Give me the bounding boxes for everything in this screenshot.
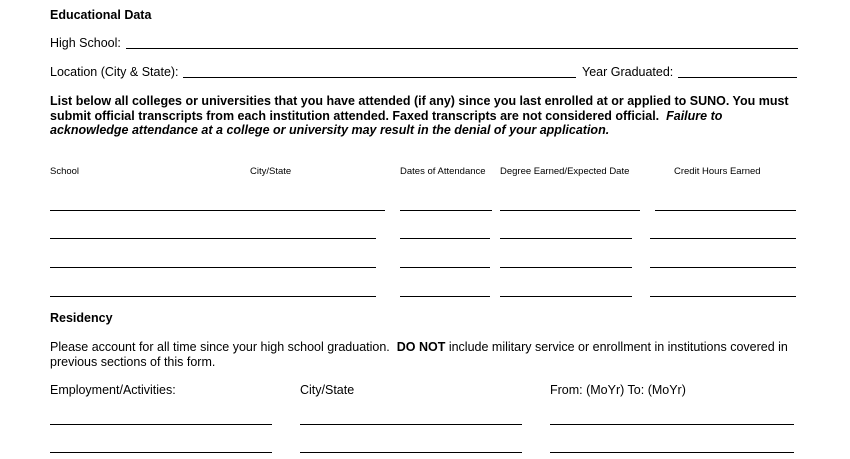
residency-row-1-city-field[interactable] <box>300 424 522 425</box>
college-row-1-school-field[interactable] <box>50 210 385 211</box>
residency-city-state-label: City/State <box>300 383 355 397</box>
residency-note-line-1 <box>50 340 810 355</box>
residency-note-line-2: previous sections of this form. <box>50 354 216 369</box>
residency-note-prefix: Please account for all time since your high school graduation. <box>50 340 390 354</box>
college-row-3-dates-field[interactable] <box>400 267 490 268</box>
instructions-line-3: acknowledge attendance at a college or university may result in the denial of your application. <box>50 123 610 137</box>
year-graduated-field[interactable] <box>678 77 797 78</box>
instructions-line-2 <box>50 109 810 124</box>
college-row-2-credit-field[interactable] <box>650 238 796 239</box>
college-row-4-degree-field[interactable] <box>500 296 632 297</box>
residency-row-1-dates-field[interactable] <box>550 424 794 425</box>
residency-instructions <box>50 340 810 369</box>
residency-heading: Residency <box>50 311 113 325</box>
college-row-4-dates-field[interactable] <box>400 296 490 297</box>
college-row-4-credit-field[interactable] <box>650 296 796 297</box>
college-row-1-credit-field[interactable] <box>655 210 796 211</box>
residency-row-2-employment-field[interactable] <box>50 452 272 453</box>
college-row-1-dates-field[interactable] <box>400 210 492 211</box>
column-city-state: City/State <box>250 166 292 177</box>
residency-note-suffix: include military service or enrollment in institutions covered in <box>448 340 788 354</box>
high-school-field[interactable] <box>126 48 798 49</box>
column-credit-hours: Credit Hours Earned <box>674 166 761 177</box>
college-row-1-degree-field[interactable] <box>500 210 640 211</box>
college-row-3-school-field[interactable] <box>50 267 376 268</box>
column-degree-earned: Degree Earned/Expected Date <box>500 166 630 177</box>
column-school: School <box>50 166 80 177</box>
college-row-2-degree-field[interactable] <box>500 238 632 239</box>
column-dates-of-attendance: Dates of Attendance <box>400 166 486 177</box>
residency-row-2-dates-field[interactable] <box>550 452 794 453</box>
educational-data-heading: Educational Data <box>50 8 152 22</box>
college-row-3-degree-field[interactable] <box>500 267 632 268</box>
college-row-2-dates-field[interactable] <box>400 238 490 239</box>
residency-note-emphasis: DO NOT <box>396 340 446 354</box>
college-row-4-school-field[interactable] <box>50 296 376 297</box>
residency-row-2-city-field[interactable] <box>300 452 522 453</box>
college-row-2-school-field[interactable] <box>50 238 376 239</box>
location-label: Location (City & State): <box>50 65 179 79</box>
from-to-label: From: (MoYr) To: (MoYr) <box>550 383 686 397</box>
college-row-3-credit-field[interactable] <box>650 267 796 268</box>
instructions-line-2-text: submit official transcripts from each institution attended. Faxed transcripts are not considered official. <box>50 108 660 123</box>
instructions-line-2-italic: Failure to <box>666 108 723 123</box>
high-school-label: High School: <box>50 36 121 50</box>
residency-row-1-employment-field[interactable] <box>50 424 272 425</box>
college-instructions <box>50 94 810 138</box>
employment-activities-label: Employment/Activities: <box>50 383 176 397</box>
year-graduated-label: Year Graduated: <box>582 65 674 79</box>
location-field[interactable] <box>183 77 576 78</box>
instructions-line-1: List below all colleges or universities that you have attended (if any) since you last enrolled at or applied to SUNO. You must <box>50 94 789 108</box>
